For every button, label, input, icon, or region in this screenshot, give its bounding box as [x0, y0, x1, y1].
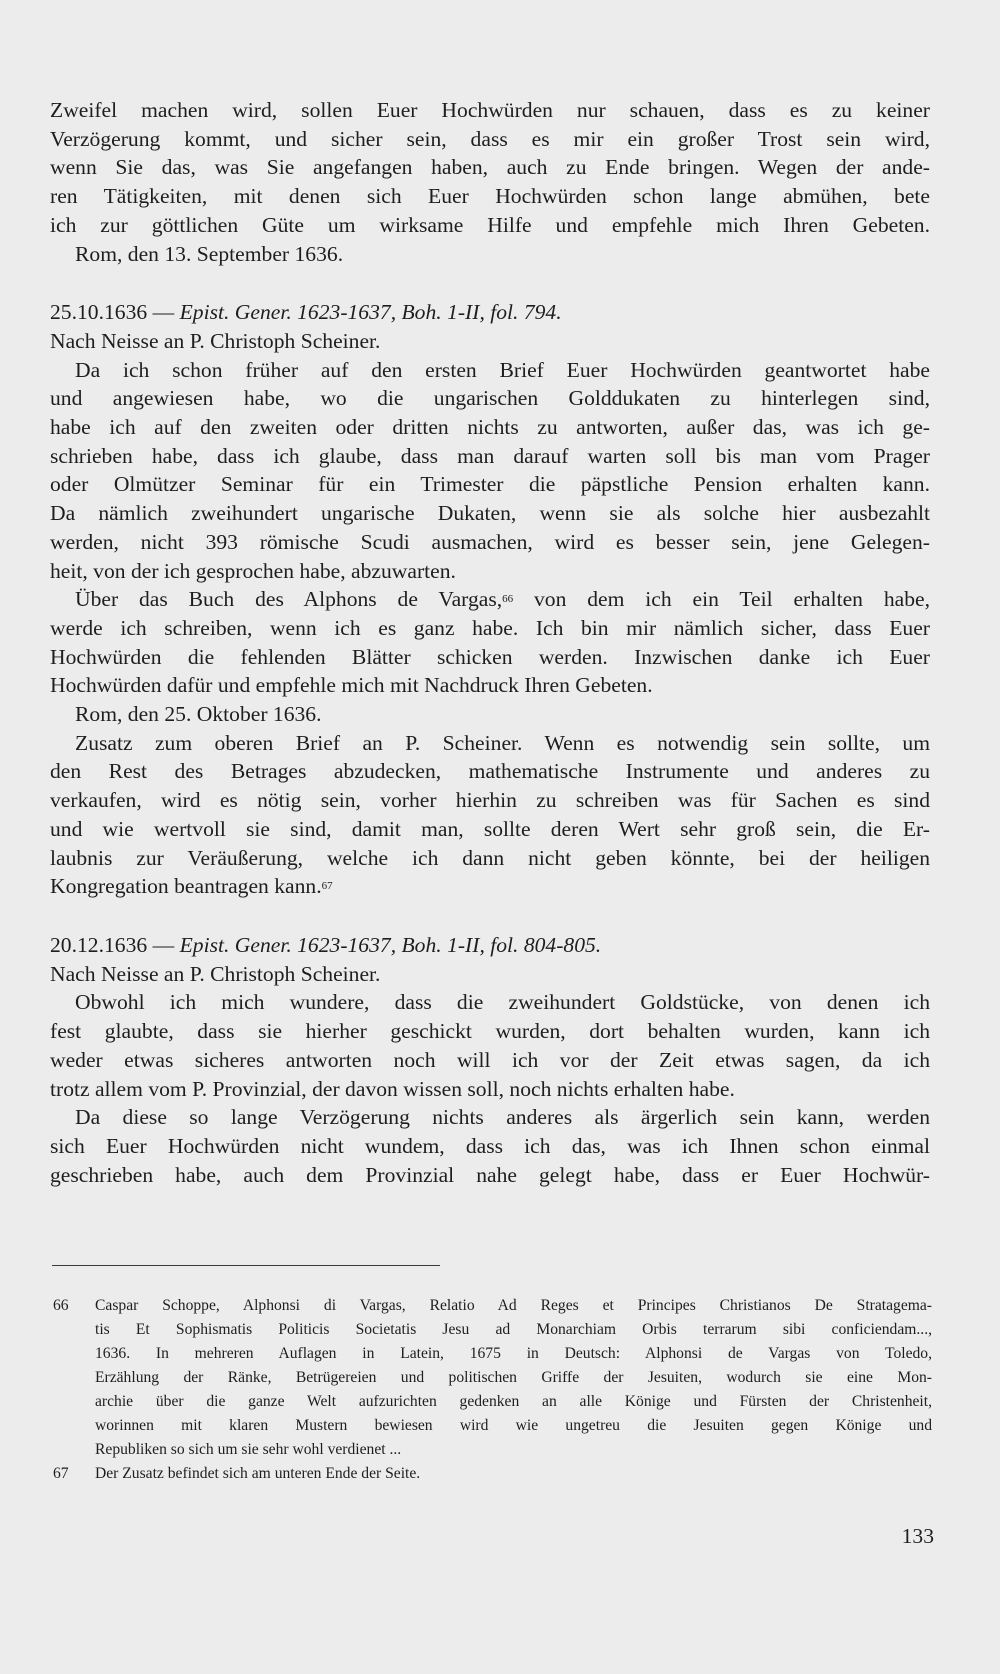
text-line: Über das Buch des Alphons de Vargas,$^{66}$ von dem ich ein Teil erhalten habe,: [75, 587, 930, 612]
letter-closing-date: Rom, den 25. Oktober 1636.: [75, 702, 322, 727]
archive-source: Epist. Gener. 1623-1637, Boh. 1-II, fol. 794.: [179, 300, 562, 325]
text-line: Hochwürden die fehlenden Blätter schicken werden. Inzwischen danke ich Euer: [50, 644, 930, 669]
footnote-line: archie über die ganze Welt aufzurichten gedenken an alle Könige und Fürsten der Christenheit,: [95, 1393, 932, 1410]
text-line: heit, von der ich gesprochen habe, abzuwarten.: [50, 558, 456, 583]
text-line: Zusatz zum oberen Brief an P. Scheiner. Wenn es notwendig sein sollte, um: [75, 730, 930, 755]
letter-closing-date: Rom, den 13. September 1636.: [75, 241, 344, 266]
text-line: und angewiesen habe, wo die ungarischen Golddukaten zu hinterlegen sind,: [50, 386, 930, 411]
letter-entry: [50, 298, 930, 901]
text-line: weder etwas sicheres antworten noch will ich vor der Zeit etwas sagen, da ich: [50, 1047, 930, 1072]
text-line: Verzögerung kommt, und sicher sein, dass es mir ein großer Trost sein wird,: [50, 126, 930, 151]
text-line: Da diese so lange Verzögerung nichts anderes als ärgerlich sein kann, werden: [75, 1105, 930, 1130]
text-line: den Rest des Betrages abzudecken, mathematische Instrumente und anderes zu: [50, 759, 930, 784]
text-line: fest glaubte, dass sie hierher geschickt wurden, dort behalten wurden, kann ich: [50, 1019, 930, 1044]
text-line: Obwohl ich mich wundere, dass die zweihundert Goldstücke, von denen ich: [75, 990, 930, 1015]
paragraph: [50, 988, 930, 1103]
letter-heading: [50, 298, 930, 327]
letter-date: 20.12.1636 —: [50, 932, 175, 957]
text-line: werden, nicht 393 römische Scudi ausmachen, wird es besser sein, jene Gelegen-: [50, 529, 930, 554]
text-line: wenn Sie das, was Sie angefangen haben, auch zu Ende bringen. Wegen der ande-: [50, 155, 930, 180]
footnote-number: 66: [53, 1297, 69, 1314]
letter-heading: [50, 931, 930, 960]
text-line: laubnis zur Veräußerung, welche ich dann nicht geben könnte, bei der heiligen: [50, 845, 930, 870]
footnote-line: Caspar Schoppe, Alphonsi di Vargas, Relatio Ad Reges et Principes Christianos De Stratagema-: [95, 1297, 932, 1314]
letter-entry: [50, 931, 930, 1189]
paragraph: [50, 585, 930, 700]
paragraph: [50, 96, 930, 240]
footnote-line: worinnen mit klaren Mustern bewiesen wird wie ungetreu die Jesuiten gegen Könige und: [95, 1417, 932, 1434]
archive-source: Epist. Gener. 1623-1637, Boh. 1-II, fol. 804-805.: [179, 932, 602, 957]
text-line: oder Olmützer Seminar für ein Trimester die päpstliche Pension erhalten kann.: [50, 472, 930, 497]
footnote-line: Der Zusatz befindet sich am unteren Ende der Seite.: [95, 1465, 421, 1482]
text-line: Kongregation beantragen kann.$^{67}$: [50, 874, 333, 899]
text-line: trotz allem vom P. Provinzial, der davon wissen soll, noch nichts erhalten habe.: [50, 1076, 735, 1101]
footnote-66: [50, 1294, 932, 1462]
text-line: Zweifel machen wird, sollen Euer Hochwürden nur schauen, dass es zu keiner: [50, 98, 930, 122]
text-line: Da ich schon früher auf den ersten Brief Euer Hochwürden geantwortet habe: [75, 357, 930, 382]
footnote-line: Erzählung der Ränke, Betrügereien und politischen Griffe der Jesuiten, wodurch sie eine Mon-: [95, 1369, 932, 1386]
text-line: und wie wertvoll sie sind, damit man, sollte deren Wert sehr groß sein, die Er-: [50, 816, 930, 841]
text-line: verkaufen, wird es nötig sein, vorher hierhin zu schreiben was für Sachen es sind: [50, 788, 930, 813]
footnote-line: Republiken so sich um sie sehr wohl verdienet ...: [95, 1441, 402, 1458]
text-line: ich zur göttlichen Güte um wirksame Hilfe und empfehle mich Ihren Gebeten.: [50, 212, 930, 237]
footnote-number: 67: [53, 1465, 69, 1482]
text-line: geschrieben habe, auch dem Provinzial nahe gelegt habe, dass er Euer Hochwür-: [50, 1162, 930, 1187]
main-text: [50, 96, 930, 1189]
text-line: Hochwürden dafür und empfehle mich mit Nachdruck Ihren Gebeten.: [50, 673, 653, 698]
footnote-ref-67[interactable]: 67: [321, 880, 333, 893]
footnote-line: 1636. In mehreren Auflagen in Latein, 1675 in Deutsch: Alphonsi de Vargas von Toledo,: [95, 1345, 932, 1362]
paragraph: [50, 356, 930, 586]
letter-addressee: Nach Neisse an P. Christoph Scheiner.: [50, 961, 381, 986]
letter-date: 25.10.1636 —: [50, 300, 175, 325]
footnotes: [50, 1294, 932, 1486]
footnote-divider: [52, 1265, 440, 1266]
text-line: Da nämlich zweihundert ungarische Dukaten, wenn sie als solche hier ausbezahlt: [50, 501, 930, 526]
letter-addressee: Nach Neisse an P. Christoph Scheiner.: [50, 328, 381, 353]
text-line: werde ich schreiben, wenn ich es ganz habe. Ich bin mir nämlich sicher, dass Euer: [50, 615, 930, 640]
page-number: 133: [901, 1524, 934, 1548]
footnote-line: tis Et Sophismatis Politicis Societatis Jesu ad Monarchiam Orbis terrarum sibi conficiendam...,: [95, 1321, 932, 1338]
footnote-67: [50, 1462, 932, 1486]
text-line: schrieben habe, dass ich glaube, dass man darauf warten soll bis man vom Prager: [50, 443, 930, 468]
text-line: ren Tätigkeiten, mit denen sich Euer Hochwürden schon lange abmühen, bete: [50, 184, 930, 209]
text-line: habe ich auf den zweiten oder dritten nichts zu antworten, außer das, was ich ge-: [50, 415, 930, 440]
footnote-ref-66[interactable]: 66: [502, 593, 514, 606]
paragraph: [50, 729, 930, 901]
text-line: sich Euer Hochwürden nicht wundem, dass ich das, was ich Ihnen schon einmal: [50, 1133, 930, 1158]
paragraph: [50, 1103, 930, 1189]
